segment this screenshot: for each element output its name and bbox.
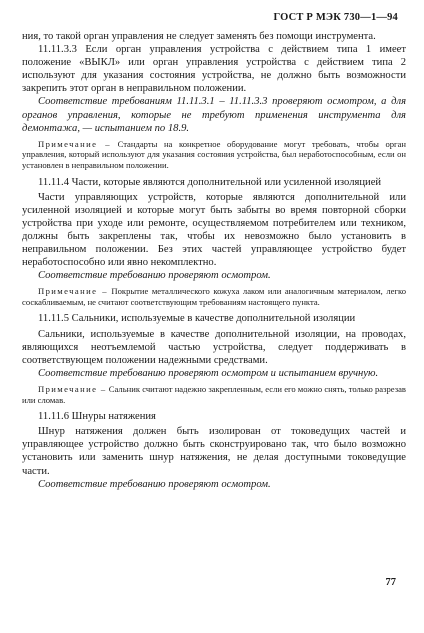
note-3 (22, 384, 406, 405)
note-3-label: Примечание – (38, 383, 107, 394)
section-heading-11-11-5: 11.11.5 Сальники, используемые в качестве дополнительной изоляции (38, 313, 356, 325)
paragraph-11-11-5: Сальники, используемые в качестве дополнительной изоляции, на проводах, являющихся неотъемлемой частью устройства, следует поддерживать в соответствующем положении надежными средствами. (22, 328, 406, 366)
note-2 (22, 286, 406, 307)
note-2-label: Примечание – (38, 286, 108, 297)
note-1-label: Примечание – (38, 138, 111, 149)
document-body (22, 30, 406, 491)
note-3-text: Сальник считают надежно закрепленным, если его можно снять, только разрезав или сломав. (22, 383, 406, 405)
paragraph-11-11-4: Части управляющих устройств, которые являются дополнительной или усиленной изоляцией и которые могут быть забыты во время повторной сборки устройства при уходе или ремонте, осуществляемом потребителем или техником, должны быть закреплены так, чтобы их невозможно было установить в неправильном положении. Без этих частей управляющее устройство будет неработоспособно или явно некомплектно. (22, 191, 406, 269)
compliance-paragraph-2: Соответствие требованию проверяют осмотром. (38, 270, 271, 282)
compliance-paragraph-3: Соответствие требованию проверяют осмотром и испытанием вручную. (38, 367, 379, 379)
note-1-text: Стандарты на конкретное оборудование могут требовать, чтобы орган управления, который используют для указания состояния устройства, был неработоспособным, если он установлен в неправильном положении. (22, 138, 406, 170)
note-2-text: Покрытие металлического кожуха лаком или аналогичным материалом, легко соскабливаемым, не считают соответствующим требованиям настоящего пункта. (22, 286, 406, 307)
paragraph-continuation: ния, то такой орган управления не следует заменять без помощи инструмента. (22, 31, 376, 42)
document-code-header: ГОСТ Р МЭК 730—1—94 (273, 12, 398, 23)
compliance-paragraph-1: Соответствие требованиям 11.11.3.1 – 11.11.3.3 проверяют осмотром, а для органов управления, которые не требуют применения инструмента для демонтажа, — испытанием по 18.9. (22, 96, 406, 134)
page-number: 77 (385, 577, 396, 588)
paragraph-11-11-6: Шнур натяжения должен быть изолирован от токоведущих частей и управляющее устройство должно быть сконструировано так, что было возможно установить или заменить шнур натяжения, не делая доступными токоведущие части. (22, 426, 406, 477)
section-heading-11-11-4: 11.11.4 Части, которые являются дополнительной или усиленной изоляцией (38, 176, 382, 188)
compliance-paragraph-4: Соответствие требованию проверяют осмотром. (38, 478, 271, 490)
paragraph-11-11-3-3: 11.11.3.3 Если орган управления устройства с действием типа 1 имеет положение «ВЫКЛ» или орган управления устройства с действием типа 2 используют для указания состояния устройства, не должно быть возможности закрепить этот орган в неправильном положении. (22, 44, 406, 95)
note-1 (22, 139, 406, 171)
section-heading-11-11-6: 11.11.6 Шнуры натяжения (38, 411, 156, 423)
